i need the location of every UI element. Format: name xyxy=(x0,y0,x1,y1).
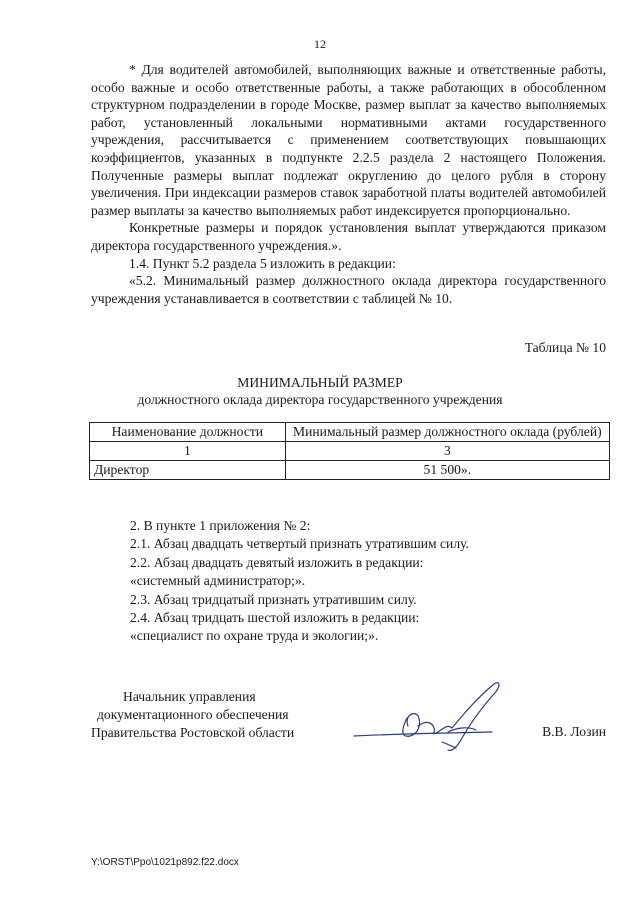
signer-title xyxy=(91,688,294,742)
table-title: МИНИМАЛЬНЫЙ РАЗМЕР xyxy=(237,375,403,390)
amendment-line: 2.3. Абзац тридцатый признать утратившим силу. xyxy=(130,591,417,607)
handwritten-signature xyxy=(352,676,532,756)
page-number: 12 xyxy=(314,37,326,51)
table-title-block xyxy=(0,374,640,408)
paragraph-clause-5-2: «5.2. Минимальный размер должностного оклада директора государственного учреждения устанавливается в соответствии с таблицей № 10. xyxy=(91,273,606,306)
paragraph-clause-1-4: 1.4. Пункт 5.2 раздела 5 изложить в редакции: xyxy=(129,255,396,271)
column-number-1: 1 xyxy=(90,442,286,461)
table-subtitle: должностного оклада директора государственного учреждения xyxy=(137,392,503,407)
signature-strokes xyxy=(354,683,499,751)
table-caption: Таблица № 10 xyxy=(524,340,606,355)
column-number-3: 3 xyxy=(285,442,609,461)
body-text xyxy=(91,61,606,307)
amendment-line: 2. В пункте 1 приложения № 2: xyxy=(130,518,311,533)
table-column-numbers xyxy=(90,442,610,461)
table-header-row xyxy=(90,423,610,442)
table-row xyxy=(90,461,610,480)
signer-name: В.В. Лозин xyxy=(542,724,606,739)
amendment-line: 2.4. Абзац тридцать шестой изложить в редакции: xyxy=(130,610,420,626)
signer-title-line: Правительства Ростовской области xyxy=(91,725,295,740)
footer-file-path: Y:\ORST\Ppo\1021p892.f22.docx xyxy=(91,857,239,868)
paragraph-drivers-note: * Для водителей автомобилей, выполняющих важные и ответственные работы, особо важные и особо ответственные работы, а также работающих в обособленном структурном подразделении в городе Москве, размер выплат за качество выполняемых работ, установленный локальными нормативными актами государственного учреждения, рассчитывается с применением соответствующих повышающих коэффициентов, указанных в подпункте 2.2.5 раздела 2 настоящего Положения. Полученные размеры выплат подлежат округлению до целого рубля в сторону увеличения. При индексации размеров ставок заработной платы водителей автомобилей размер выплаты за качество выполняемых работ индексируется пропорционально. xyxy=(91,62,606,218)
paragraph-order: Конкретные размеры и порядок установления выплат утверждаются приказом директора государственного учреждения.». xyxy=(91,220,606,253)
cell-salary: 51 500». xyxy=(285,461,609,480)
amendments-list xyxy=(130,517,610,646)
header-position: Наименование должности xyxy=(90,423,286,442)
signer-title-line: Начальник управления xyxy=(123,689,256,704)
amendment-line: 2.1. Абзац двадцать четвертый признать утратившим силу. xyxy=(130,536,469,552)
amendment-line: 2.2. Абзац двадцать девятый изложить в редакции: xyxy=(130,554,424,570)
amendment-line: «специалист по охране труда и экологии;». xyxy=(130,628,379,644)
salary-table xyxy=(89,422,610,480)
cell-position: Директор xyxy=(90,461,286,480)
header-salary: Минимальный размер должностного оклада (рублей) xyxy=(285,423,609,442)
amendment-line: «системный администратор;». xyxy=(130,573,306,589)
signer-title-line: документационного обеспечения xyxy=(97,707,289,722)
